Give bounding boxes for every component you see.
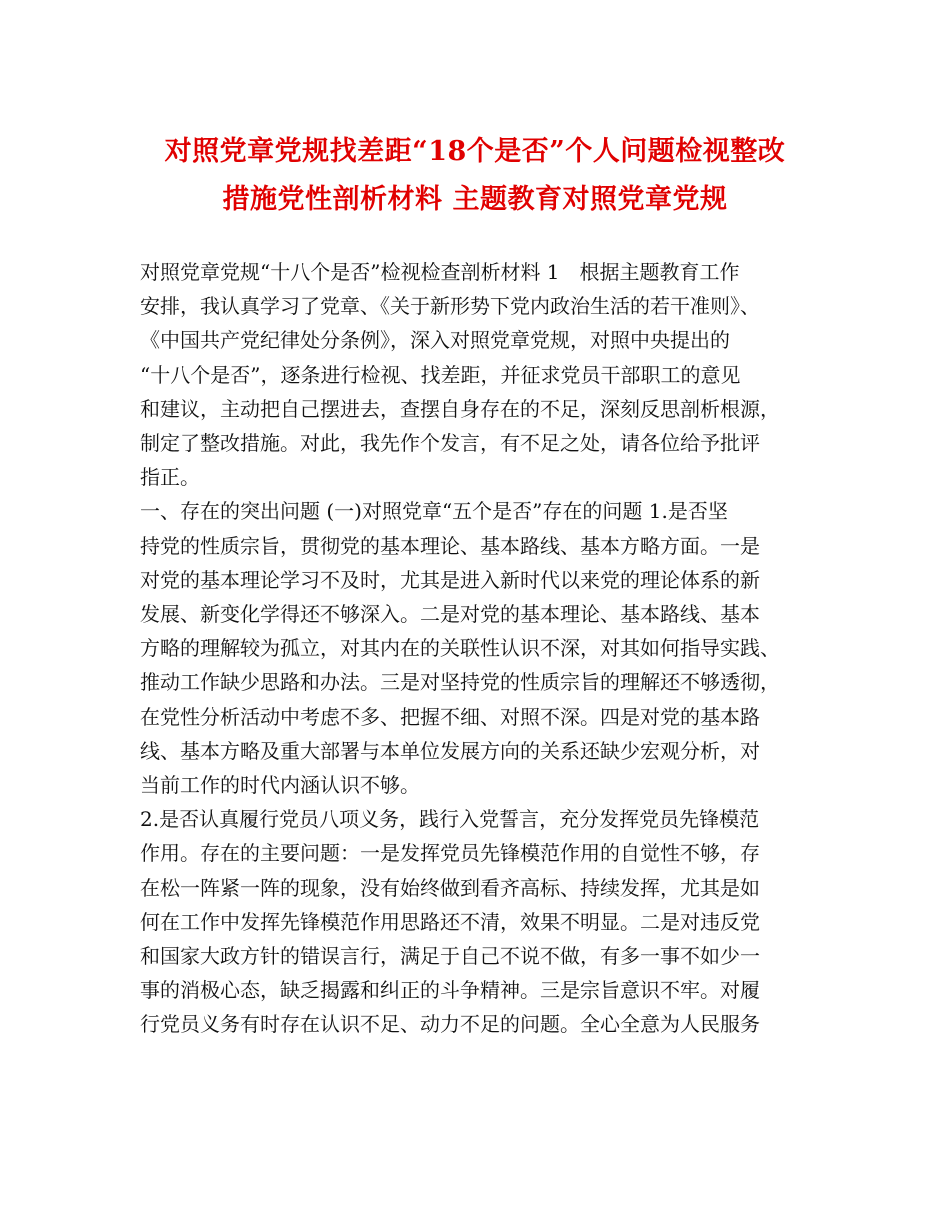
body-line: 事的消极心态，缺乏揭露和纠正的斗争精神。三是宗旨意识不牢。对履 — [140, 978, 760, 1003]
body-line: 《中国共产党纪律处分条例》，深入对照党章党规，对照中央提出的 — [140, 328, 730, 353]
body-line: 在松一阵紧一阵的现象，没有始终做到看齐高标、持续发挥，尤其是如 — [140, 875, 760, 900]
body-line: “十八个是否”，逐条进行检视、找差距，并征求党员干部职工的意见 — [140, 362, 741, 387]
body-line: 当前工作的时代内涵认识不够。 — [140, 773, 420, 798]
body-line: 和国家大政方针的错误言行，满足于自己不说不做，有多一事不如少一 — [140, 944, 760, 969]
document-body — [140, 255, 816, 1042]
body-line: 制定了整改措施。对此，我先作个发言，有不足之处，请各位给予批评 — [140, 431, 760, 456]
body-line: 作用。存在的主要问题：一是发挥党员先锋模范作用的自觉性不够，存 — [140, 841, 760, 866]
body-line: 持党的性质宗旨，贯彻党的基本理论、基本路线、基本方略方面。一是 — [140, 533, 760, 558]
body-line: 方略的理解较为孤立，对其内在的关联性认识不深，对其如何指导实践、 — [140, 636, 780, 661]
body-line: 线、基本方略及重大部署与本单位发展方向的关系还缺少宏观分析，对 — [140, 738, 760, 763]
body-line: 发展、新变化学得还不够深入。二是对党的基本理论、基本路线、基本 — [140, 602, 760, 627]
document-title — [0, 128, 950, 224]
title-line-1: 对照党章党规找差距“18个是否”个人问题检视整改 — [164, 136, 786, 167]
title-line-2: 措施党性剖析材料 主题教育对照党章党规 — [222, 184, 728, 215]
body-line: 推动工作缺少思路和办法。三是对坚持党的性质宗旨的理解还不够透彻， — [140, 670, 780, 695]
body-line: 在党性分析活动中考虑不多、把握不细、对照不深。四是对党的基本路 — [140, 704, 760, 729]
body-line: 何在工作中发挥先锋模范作用思路还不清，效果不明显。二是对违反党 — [140, 909, 760, 934]
body-line: 对党的基本理论学习不及时，尤其是进入新时代以来党的理论体系的新 — [140, 567, 760, 592]
body-line: 和建议，主动把自己摆进去，查摆自身存在的不足，深刻反思剖析根源， — [140, 396, 780, 421]
body-line: 行党员义务有时存在认识不足、动力不足的问题。全心全意为人民服务 — [140, 1012, 760, 1037]
body-line: 指正。 — [140, 465, 200, 490]
body-line: 2.是否认真履行党员八项义务，践行入党誓言，充分发挥党员先锋模范 — [140, 807, 760, 832]
body-line: 一、存在的突出问题 (一)对照党章“五个是否”存在的问题 1.是否坚 — [140, 499, 728, 524]
body-line: 安排，我认真学习了党章、《关于新形势下党内政治生活的若干准则》、 — [140, 294, 760, 319]
body-line: 对照党章党规“十八个是否”检视检查剖析材料 1 根据主题教育工作 — [140, 260, 740, 284]
